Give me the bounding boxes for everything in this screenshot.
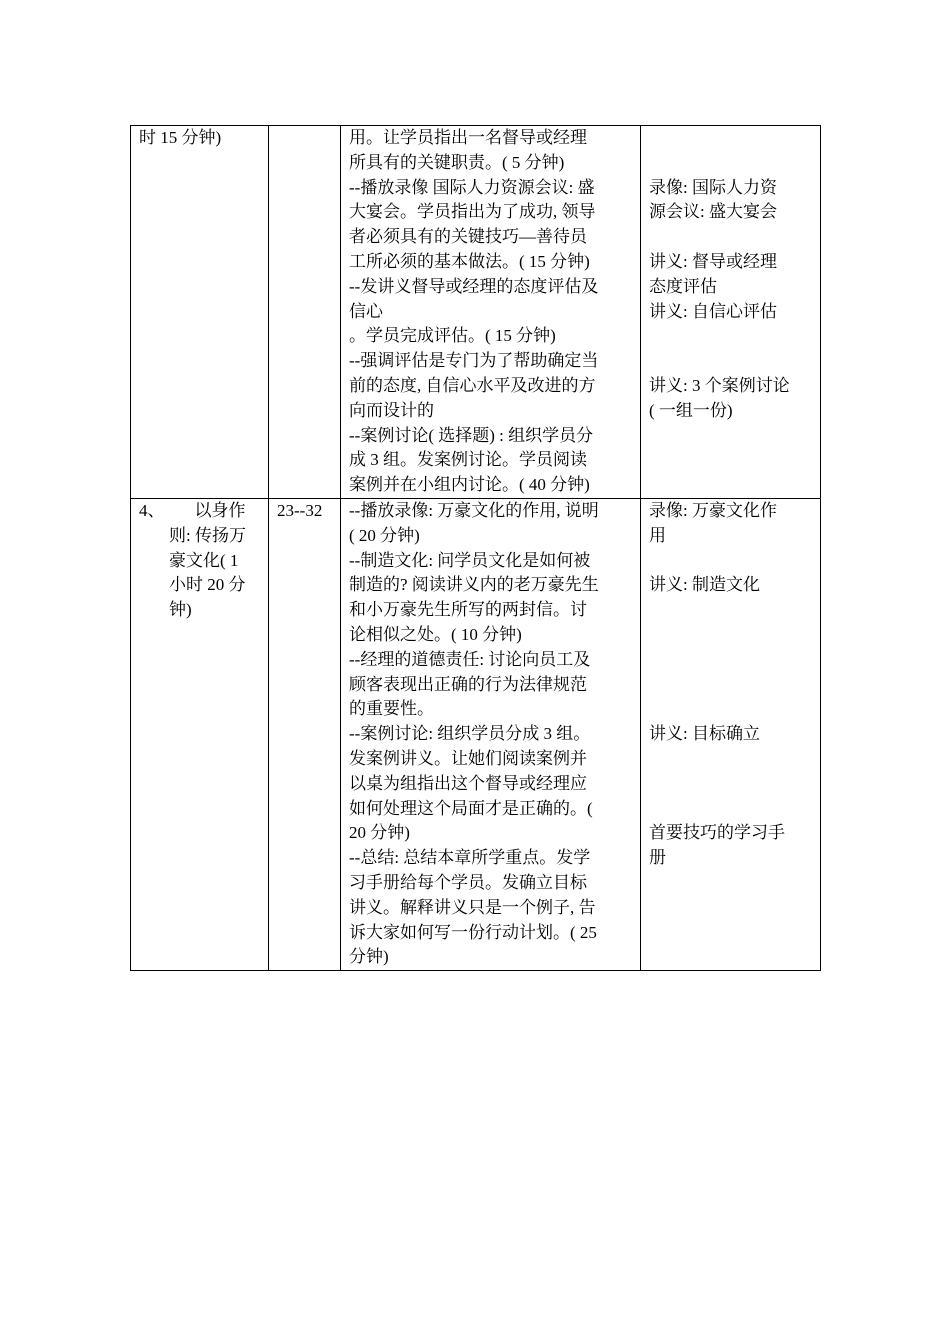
cell-line: 分钟) — [349, 947, 389, 967]
session-title-cell — [131, 498, 269, 970]
cell-spacer — [649, 324, 814, 349]
cell-line: 诉大家如何写一份行动计划。( 25 — [349, 922, 597, 942]
cell-line: --播放录像: 万豪文化的作用, 说明 — [349, 500, 599, 520]
cell-line: --发讲义督导或经理的态度评估及 — [349, 276, 599, 296]
cell-line: 成 3 组。发案例讨论。学员阅读 — [349, 450, 587, 470]
cell-line: 讲义: 自信心评估 — [649, 301, 777, 321]
cell-line: 。学员完成评估。( 15 分钟) — [349, 326, 556, 346]
cell-line: 信心 — [349, 301, 383, 321]
pages-cell — [269, 498, 341, 970]
cell-line: 首要技巧的学习手 — [649, 823, 785, 843]
cell-spacer — [649, 598, 814, 623]
cell-spacer — [649, 772, 814, 797]
cell-line: 向而设计的 — [349, 400, 434, 420]
cell-line: 前的态度, 自信心水平及改进的方 — [349, 375, 596, 395]
cell-line: 豪文化( 1 — [169, 550, 239, 570]
cell-text: 以身作 — [194, 500, 246, 520]
cell-line: --经理的道德责任: 讨论向员工及 — [349, 649, 591, 669]
cell-line: 顾客表现出正确的行为法律规范 — [349, 674, 587, 694]
section-number: 4、 — [139, 500, 165, 520]
cell-line: 讲义: 3 个案例讨论 — [649, 375, 790, 395]
cell-line: 的重要性。 — [349, 699, 434, 719]
cell-spacer — [649, 797, 814, 822]
cell-line: 录像: 万豪文化作 — [649, 500, 777, 520]
cell-spacer — [649, 549, 814, 574]
cell-line: --制造文化: 问学员文化是如何被 — [349, 550, 591, 570]
materials-cell — [641, 126, 821, 499]
cell-line: 册 — [649, 848, 666, 868]
cell-line: 发案例讲义。让她们阅读案例并 — [349, 748, 587, 768]
activities-cell — [341, 126, 641, 499]
cell-line: 钟) — [169, 600, 192, 620]
cell-line: 录像: 国际人力资 — [649, 177, 777, 197]
cell-line: --播放录像 国际人力资源会议: 盛 — [349, 177, 595, 197]
cell-line: 和小万豪先生所写的两封信。讨 — [349, 600, 587, 620]
cell-line: 时 15 分钟) — [139, 128, 222, 147]
session-title-cell — [131, 126, 269, 499]
activities-cell — [341, 498, 641, 970]
cell-line: 论相似之处。( 10 分钟) — [349, 624, 522, 644]
cell-line: --强调评估是专门为了帮助确定当 — [349, 351, 599, 371]
cell-line: --总结: 总结本章所学重点。发学 — [349, 848, 591, 868]
cell-line: 用 — [649, 525, 666, 545]
cell-spacer — [649, 623, 814, 648]
cell-spacer — [649, 225, 814, 250]
cell-spacer — [649, 673, 814, 698]
cell-spacer — [649, 697, 814, 722]
cell-line: 制造的? 阅读讲义内的老万豪先生 — [349, 575, 599, 595]
cell-line: 工所必须的基本做法。( 15 分钟) — [349, 251, 590, 271]
cell-line: --案例讨论( 选择题) : 组织学员分 — [349, 425, 594, 445]
cell-line: ( 一组一份) — [649, 400, 733, 420]
cell-spacer — [649, 747, 814, 772]
cell-line: 案例并在小组内讨论。( 40 分钟) — [349, 475, 590, 495]
cell-line: ( 20 分钟) — [349, 525, 420, 545]
cell-spacer — [649, 126, 814, 151]
cell-line: 所具有的关键职责。( 5 分钟) — [349, 152, 565, 172]
cell-line: 讲义: 督导或经理 — [649, 251, 777, 271]
cell-line — [139, 499, 262, 524]
cell-line: 讲义: 制造文化 — [649, 575, 760, 595]
cell-spacer — [649, 151, 814, 176]
cell-line: 以桌为组指出这个督导或经理应 — [349, 773, 587, 793]
cell-line: 态度评估 — [649, 276, 717, 296]
materials-cell — [641, 498, 821, 970]
cell-spacer — [649, 648, 814, 673]
cell-line: 小时 20 分 — [169, 575, 246, 595]
lesson-plan-table — [130, 125, 821, 971]
cell-line: 源会议: 盛大宴会 — [649, 202, 777, 222]
cell-line: 讲义: 目标确立 — [649, 724, 760, 744]
cell-line: 用。让学员指出一名督导或经理 — [349, 128, 587, 147]
table-row — [131, 498, 821, 970]
cell-line: 如何处理这个局面才是正确的。( — [349, 798, 593, 818]
cell-line: 讲义。解释讲义只是一个例子, 告 — [349, 897, 596, 917]
table-row — [131, 126, 821, 499]
cell-line: --案例讨论: 组织学员分成 3 组。 — [349, 724, 591, 744]
cell-spacer — [649, 349, 814, 374]
cell-line: 20 分钟) — [349, 823, 410, 843]
pages-cell — [269, 126, 341, 499]
cell-line: 者必须具有的关键技巧—善待员 — [349, 227, 587, 247]
cell-line: 23--32 — [277, 500, 323, 520]
cell-line: 则: 传扬万 — [169, 525, 246, 545]
cell-line: 大宴会。学员指出为了成功, 领导 — [349, 202, 596, 222]
cell-line: 习手册给每个学员。发确立目标 — [349, 872, 587, 892]
